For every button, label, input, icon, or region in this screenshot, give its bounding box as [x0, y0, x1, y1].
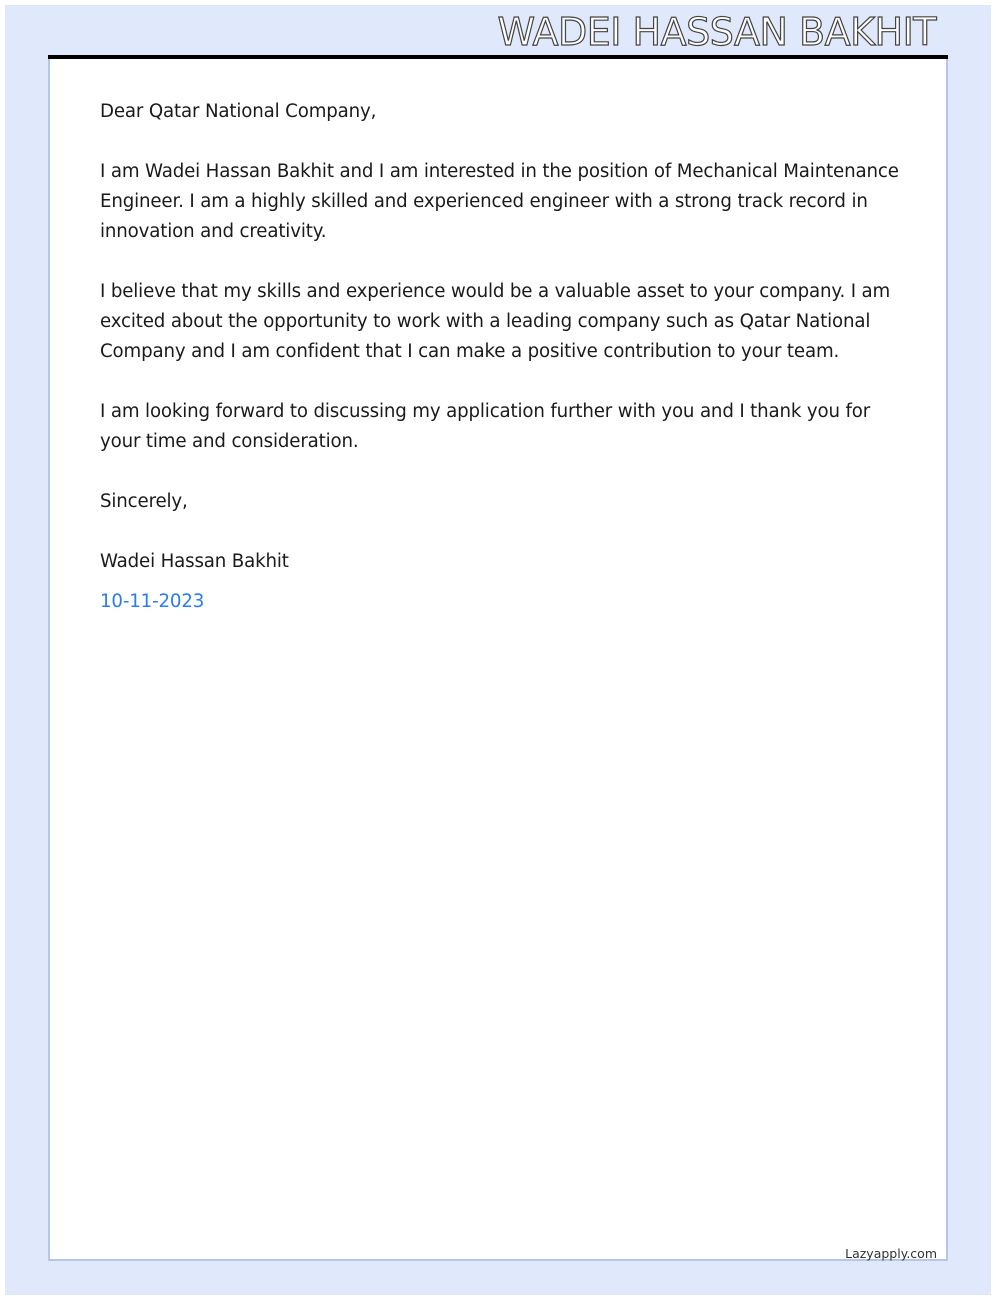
- paragraph-intro: I am Wadei Hassan Bakhit and I am interested in the position of Mechanical Maintenance Engineer. I am a highly skilled and experienced engineer with a strong track record in innovation and creativity.: [100, 161, 899, 242]
- footer-brand: Lazyapply.com: [845, 1246, 937, 1261]
- signature-name: Wadei Hassan Bakhit: [100, 551, 289, 572]
- applicant-name-title: WADEI HASSAN BAKHIT: [497, 10, 936, 54]
- closing-phrase: Sincerely,: [100, 491, 188, 512]
- paragraph-value: I believe that my skills and experience would be a valuable asset to your company. I am excited about the opportunity to work with a leading company such as Qatar National Company and I am confident that I can make a positive contribution to your team.: [100, 281, 891, 362]
- cover-letter-body: [100, 97, 900, 617]
- paragraph-closing: I am looking forward to discussing my application further with you and I thank you for your time and consideration.: [100, 401, 871, 452]
- letter-date: 10-11-2023: [100, 591, 205, 612]
- salutation: Dear Qatar National Company,: [100, 101, 377, 122]
